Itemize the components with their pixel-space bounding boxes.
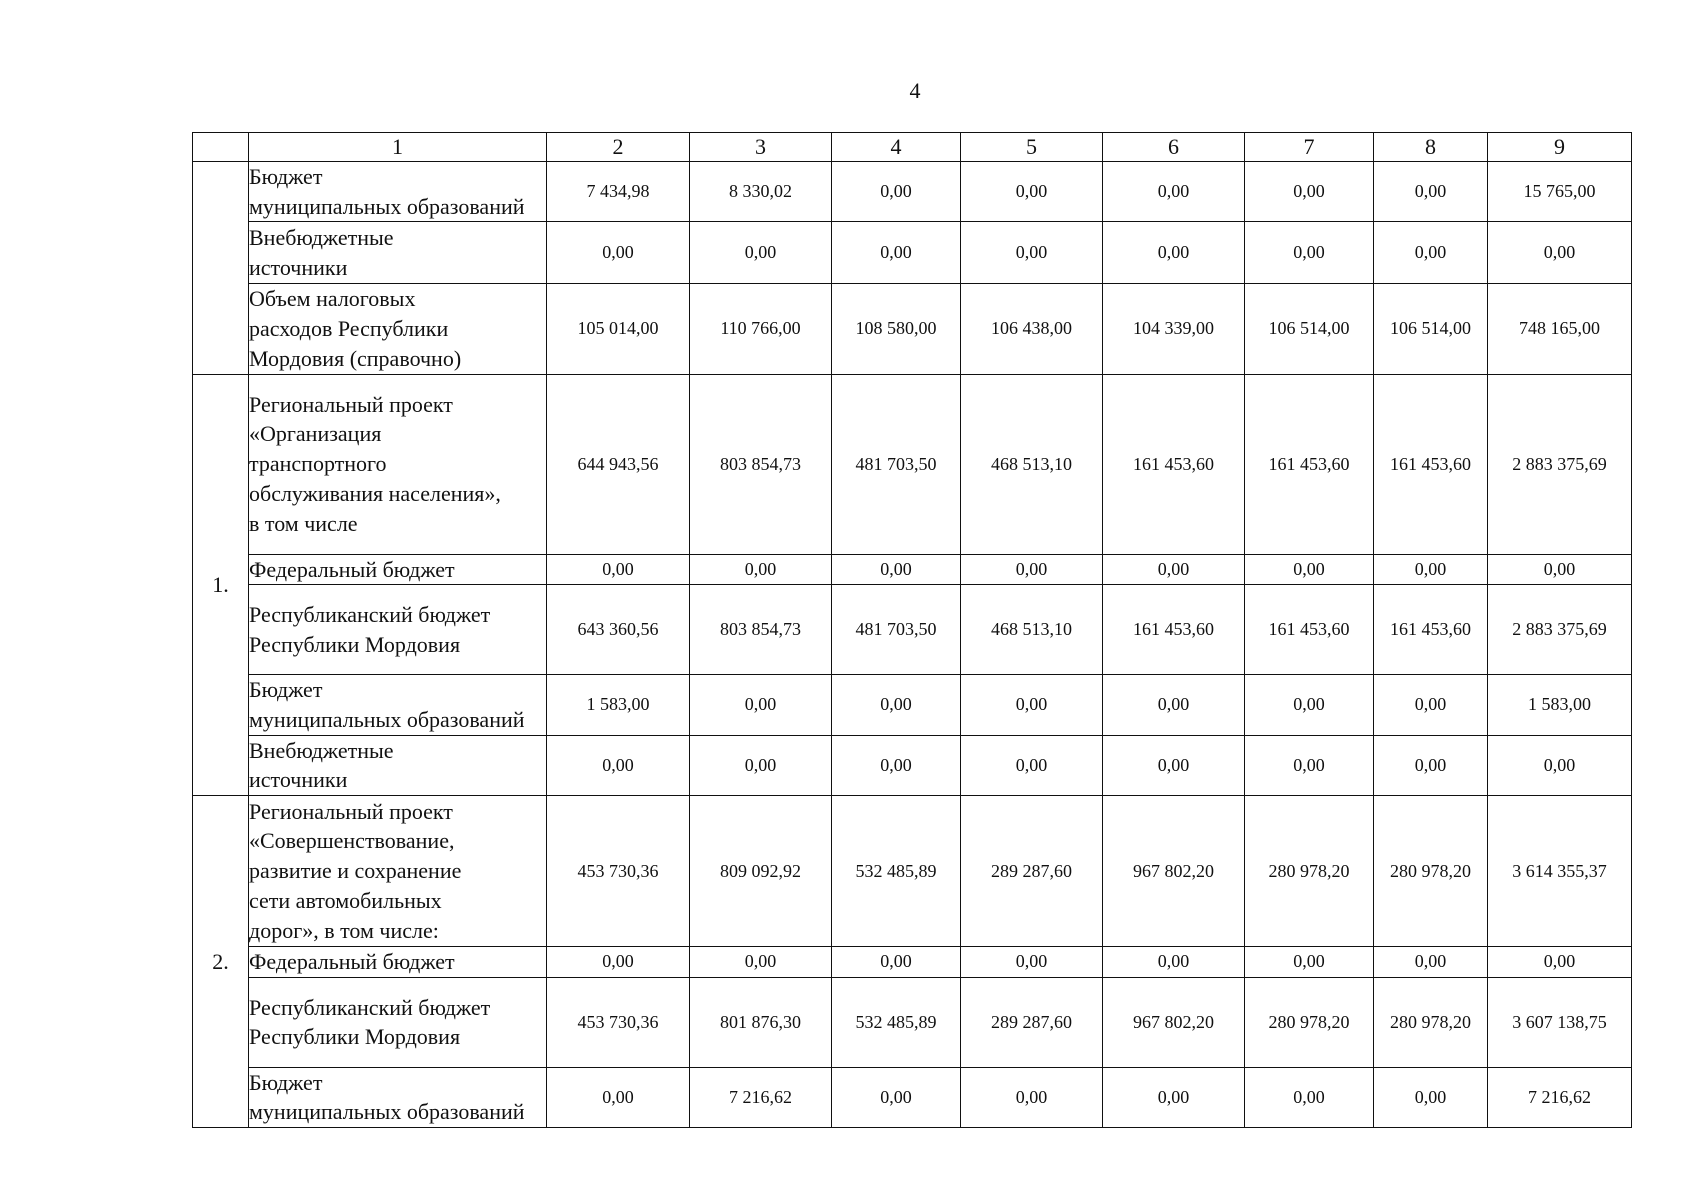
value-cell: 0,00	[690, 554, 832, 585]
value-cell: 0,00	[1245, 735, 1374, 795]
row-index-cell: 1.	[193, 374, 249, 796]
value-cell: 0,00	[1103, 735, 1245, 795]
row-label-line: Мордовия (справочно)	[249, 345, 462, 371]
header-cell: 7	[1245, 133, 1374, 162]
value-cell: 803 854,73	[690, 585, 832, 675]
table-row	[193, 284, 1632, 374]
value-cell: 643 360,56	[547, 585, 690, 675]
value-cell: 110 766,00	[690, 284, 832, 374]
table-row	[193, 675, 1632, 735]
row-label	[249, 735, 547, 795]
value-cell: 0,00	[547, 222, 690, 284]
value-cell: 0,00	[1374, 1067, 1488, 1127]
header-cell: 2	[547, 133, 690, 162]
row-label-line: муниципальных образований	[249, 1099, 525, 1125]
value-cell: 0,00	[1374, 675, 1488, 735]
value-cell: 481 703,50	[832, 585, 961, 675]
value-cell: 0,00	[1103, 1067, 1245, 1127]
header-cell: 9	[1488, 133, 1632, 162]
page-number: 4	[909, 78, 921, 103]
table-header	[193, 133, 1632, 162]
value-cell: 803 854,73	[690, 374, 832, 554]
table-row	[193, 585, 1632, 675]
header-cell	[193, 133, 249, 162]
value-cell: 0,00	[1374, 162, 1488, 222]
value-cell: 0,00	[1103, 675, 1245, 735]
row-label	[249, 284, 547, 374]
row-label-line: Региональный проект	[249, 798, 453, 824]
value-cell: 453 730,36	[547, 977, 690, 1067]
table-row	[193, 554, 1632, 585]
row-label	[249, 162, 547, 222]
value-cell: 967 802,20	[1103, 977, 1245, 1067]
row-label-line: источники	[249, 767, 348, 793]
row-label-line: Региональный проект	[249, 391, 453, 417]
value-cell: 0,00	[1245, 947, 1374, 978]
value-cell: 0,00	[547, 735, 690, 795]
row-label-line: Республиканский бюджет	[249, 602, 491, 628]
row-label-line: Республики Мордовия	[249, 631, 461, 657]
row-label-line: Внебюджетные	[249, 737, 394, 763]
header-cell: 5	[961, 133, 1103, 162]
value-cell: 0,00	[832, 554, 961, 585]
row-label-line: источники	[249, 254, 348, 280]
value-cell: 748 165,00	[1488, 284, 1632, 374]
value-cell: 2 883 375,69	[1488, 585, 1632, 675]
row-label	[249, 977, 547, 1067]
value-cell: 1 583,00	[547, 675, 690, 735]
value-cell: 0,00	[1374, 735, 1488, 795]
value-cell: 8 330,02	[690, 162, 832, 222]
table-row	[193, 947, 1632, 978]
value-cell: 289 287,60	[961, 796, 1103, 947]
value-cell: 0,00	[832, 735, 961, 795]
value-cell: 280 978,20	[1374, 796, 1488, 947]
value-cell: 0,00	[961, 222, 1103, 284]
row-label-line: Внебюджетные	[249, 225, 394, 251]
value-cell: 280 978,20	[1245, 796, 1374, 947]
row-label-line: муниципальных образований	[249, 193, 525, 219]
row-label-line: Бюджет	[249, 677, 323, 703]
row-label-line: Республиканский бюджет	[249, 994, 491, 1020]
value-cell: 108 580,00	[832, 284, 961, 374]
value-cell: 0,00	[1245, 162, 1374, 222]
value-cell: 0,00	[1103, 554, 1245, 585]
value-cell: 0,00	[547, 1067, 690, 1127]
value-cell: 0,00	[690, 735, 832, 795]
value-cell: 0,00	[832, 947, 961, 978]
value-cell: 106 438,00	[961, 284, 1103, 374]
value-cell: 3 607 138,75	[1488, 977, 1632, 1067]
value-cell: 0,00	[1374, 554, 1488, 585]
row-label	[249, 1067, 547, 1127]
row-label	[249, 222, 547, 284]
value-cell: 0,00	[1103, 947, 1245, 978]
row-label	[249, 675, 547, 735]
row-label-line: Бюджет	[249, 164, 323, 189]
row-label-line: «Совершенствование,	[249, 828, 455, 854]
row-label-line: расходов Республики	[249, 316, 449, 342]
value-cell: 0,00	[690, 222, 832, 284]
row-label-line: Республики Мордовия	[249, 1024, 461, 1050]
value-cell: 7 216,62	[690, 1067, 832, 1127]
row-label: Федеральный бюджет	[249, 947, 547, 978]
table-row	[193, 222, 1632, 284]
row-label-line: дорог», в том числе:	[249, 917, 439, 943]
value-cell: 0,00	[961, 162, 1103, 222]
value-cell: 106 514,00	[1245, 284, 1374, 374]
value-cell: 644 943,56	[547, 374, 690, 554]
value-cell: 0,00	[832, 675, 961, 735]
table-row	[193, 977, 1632, 1067]
row-label-line: Бюджет	[249, 1069, 323, 1095]
value-cell: 1 583,00	[1488, 675, 1632, 735]
value-cell: 0,00	[961, 735, 1103, 795]
value-cell: 280 978,20	[1374, 977, 1488, 1067]
row-label-line: сети автомобильных	[249, 887, 442, 913]
value-cell: 532 485,89	[832, 796, 961, 947]
value-cell: 0,00	[1245, 675, 1374, 735]
value-cell: 15 765,00	[1488, 162, 1632, 222]
value-cell: 809 092,92	[690, 796, 832, 947]
value-cell: 161 453,60	[1374, 585, 1488, 675]
value-cell: 161 453,60	[1103, 374, 1245, 554]
value-cell: 105 014,00	[547, 284, 690, 374]
row-label-line: муниципальных образований	[249, 706, 525, 732]
row-label-line: в том числе	[249, 510, 358, 536]
value-cell: 0,00	[1103, 162, 1245, 222]
value-cell: 0,00	[1374, 947, 1488, 978]
row-index-cell	[193, 162, 249, 375]
row-label-line: «Организация	[249, 421, 382, 447]
budget-table	[192, 132, 1632, 1128]
value-cell: 0,00	[1488, 222, 1632, 284]
row-label: Федеральный бюджет	[249, 554, 547, 585]
table-row	[193, 374, 1632, 554]
row-label	[249, 374, 547, 554]
value-cell: 106 514,00	[1374, 284, 1488, 374]
header-cell: 4	[832, 133, 961, 162]
value-cell: 0,00	[1245, 1067, 1374, 1127]
value-cell: 0,00	[547, 554, 690, 585]
table-row	[193, 162, 1632, 222]
value-cell: 0,00	[1245, 222, 1374, 284]
value-cell: 289 287,60	[961, 977, 1103, 1067]
value-cell: 0,00	[961, 947, 1103, 978]
value-cell: 0,00	[690, 675, 832, 735]
table-row	[193, 735, 1632, 795]
value-cell: 7 434,98	[547, 162, 690, 222]
value-cell: 0,00	[547, 947, 690, 978]
value-cell: 0,00	[961, 1067, 1103, 1127]
value-cell: 0,00	[832, 222, 961, 284]
value-cell: 161 453,60	[1103, 585, 1245, 675]
value-cell: 453 730,36	[547, 796, 690, 947]
value-cell: 0,00	[1488, 554, 1632, 585]
value-cell: 280 978,20	[1245, 977, 1374, 1067]
value-cell: 104 339,00	[1103, 284, 1245, 374]
value-cell: 481 703,50	[832, 374, 961, 554]
value-cell: 161 453,60	[1245, 585, 1374, 675]
value-cell: 0,00	[1245, 554, 1374, 585]
table-row	[193, 796, 1632, 947]
row-index-cell: 2.	[193, 796, 249, 1128]
row-label-line: обслуживания населения»,	[249, 480, 501, 506]
header-cell: 8	[1374, 133, 1488, 162]
value-cell: 0,00	[832, 162, 961, 222]
value-cell: 0,00	[690, 947, 832, 978]
row-label-line: развитие и сохранение	[249, 858, 462, 884]
header-cell: 1	[249, 133, 547, 162]
value-cell: 0,00	[1488, 735, 1632, 795]
header-row	[193, 133, 1632, 162]
table-row	[193, 1067, 1632, 1127]
header-cell: 6	[1103, 133, 1245, 162]
value-cell: 0,00	[1374, 222, 1488, 284]
value-cell: 161 453,60	[1374, 374, 1488, 554]
value-cell: 0,00	[961, 554, 1103, 585]
value-cell: 7 216,62	[1488, 1067, 1632, 1127]
value-cell: 2 883 375,69	[1488, 374, 1632, 554]
table-body	[193, 162, 1632, 1128]
value-cell: 0,00	[1488, 947, 1632, 978]
value-cell: 0,00	[832, 1067, 961, 1127]
value-cell: 532 485,89	[832, 977, 961, 1067]
value-cell: 468 513,10	[961, 374, 1103, 554]
value-cell: 468 513,10	[961, 585, 1103, 675]
value-cell: 801 876,30	[690, 977, 832, 1067]
value-cell: 3 614 355,37	[1488, 796, 1632, 947]
row-label	[249, 585, 547, 675]
value-cell: 0,00	[1103, 222, 1245, 284]
value-cell: 0,00	[961, 675, 1103, 735]
row-label	[249, 796, 547, 947]
value-cell: 161 453,60	[1245, 374, 1374, 554]
value-cell: 967 802,20	[1103, 796, 1245, 947]
header-cell: 3	[690, 133, 832, 162]
row-label-line: Объем налоговых	[249, 286, 416, 312]
row-label-line: транспортного	[249, 451, 387, 477]
